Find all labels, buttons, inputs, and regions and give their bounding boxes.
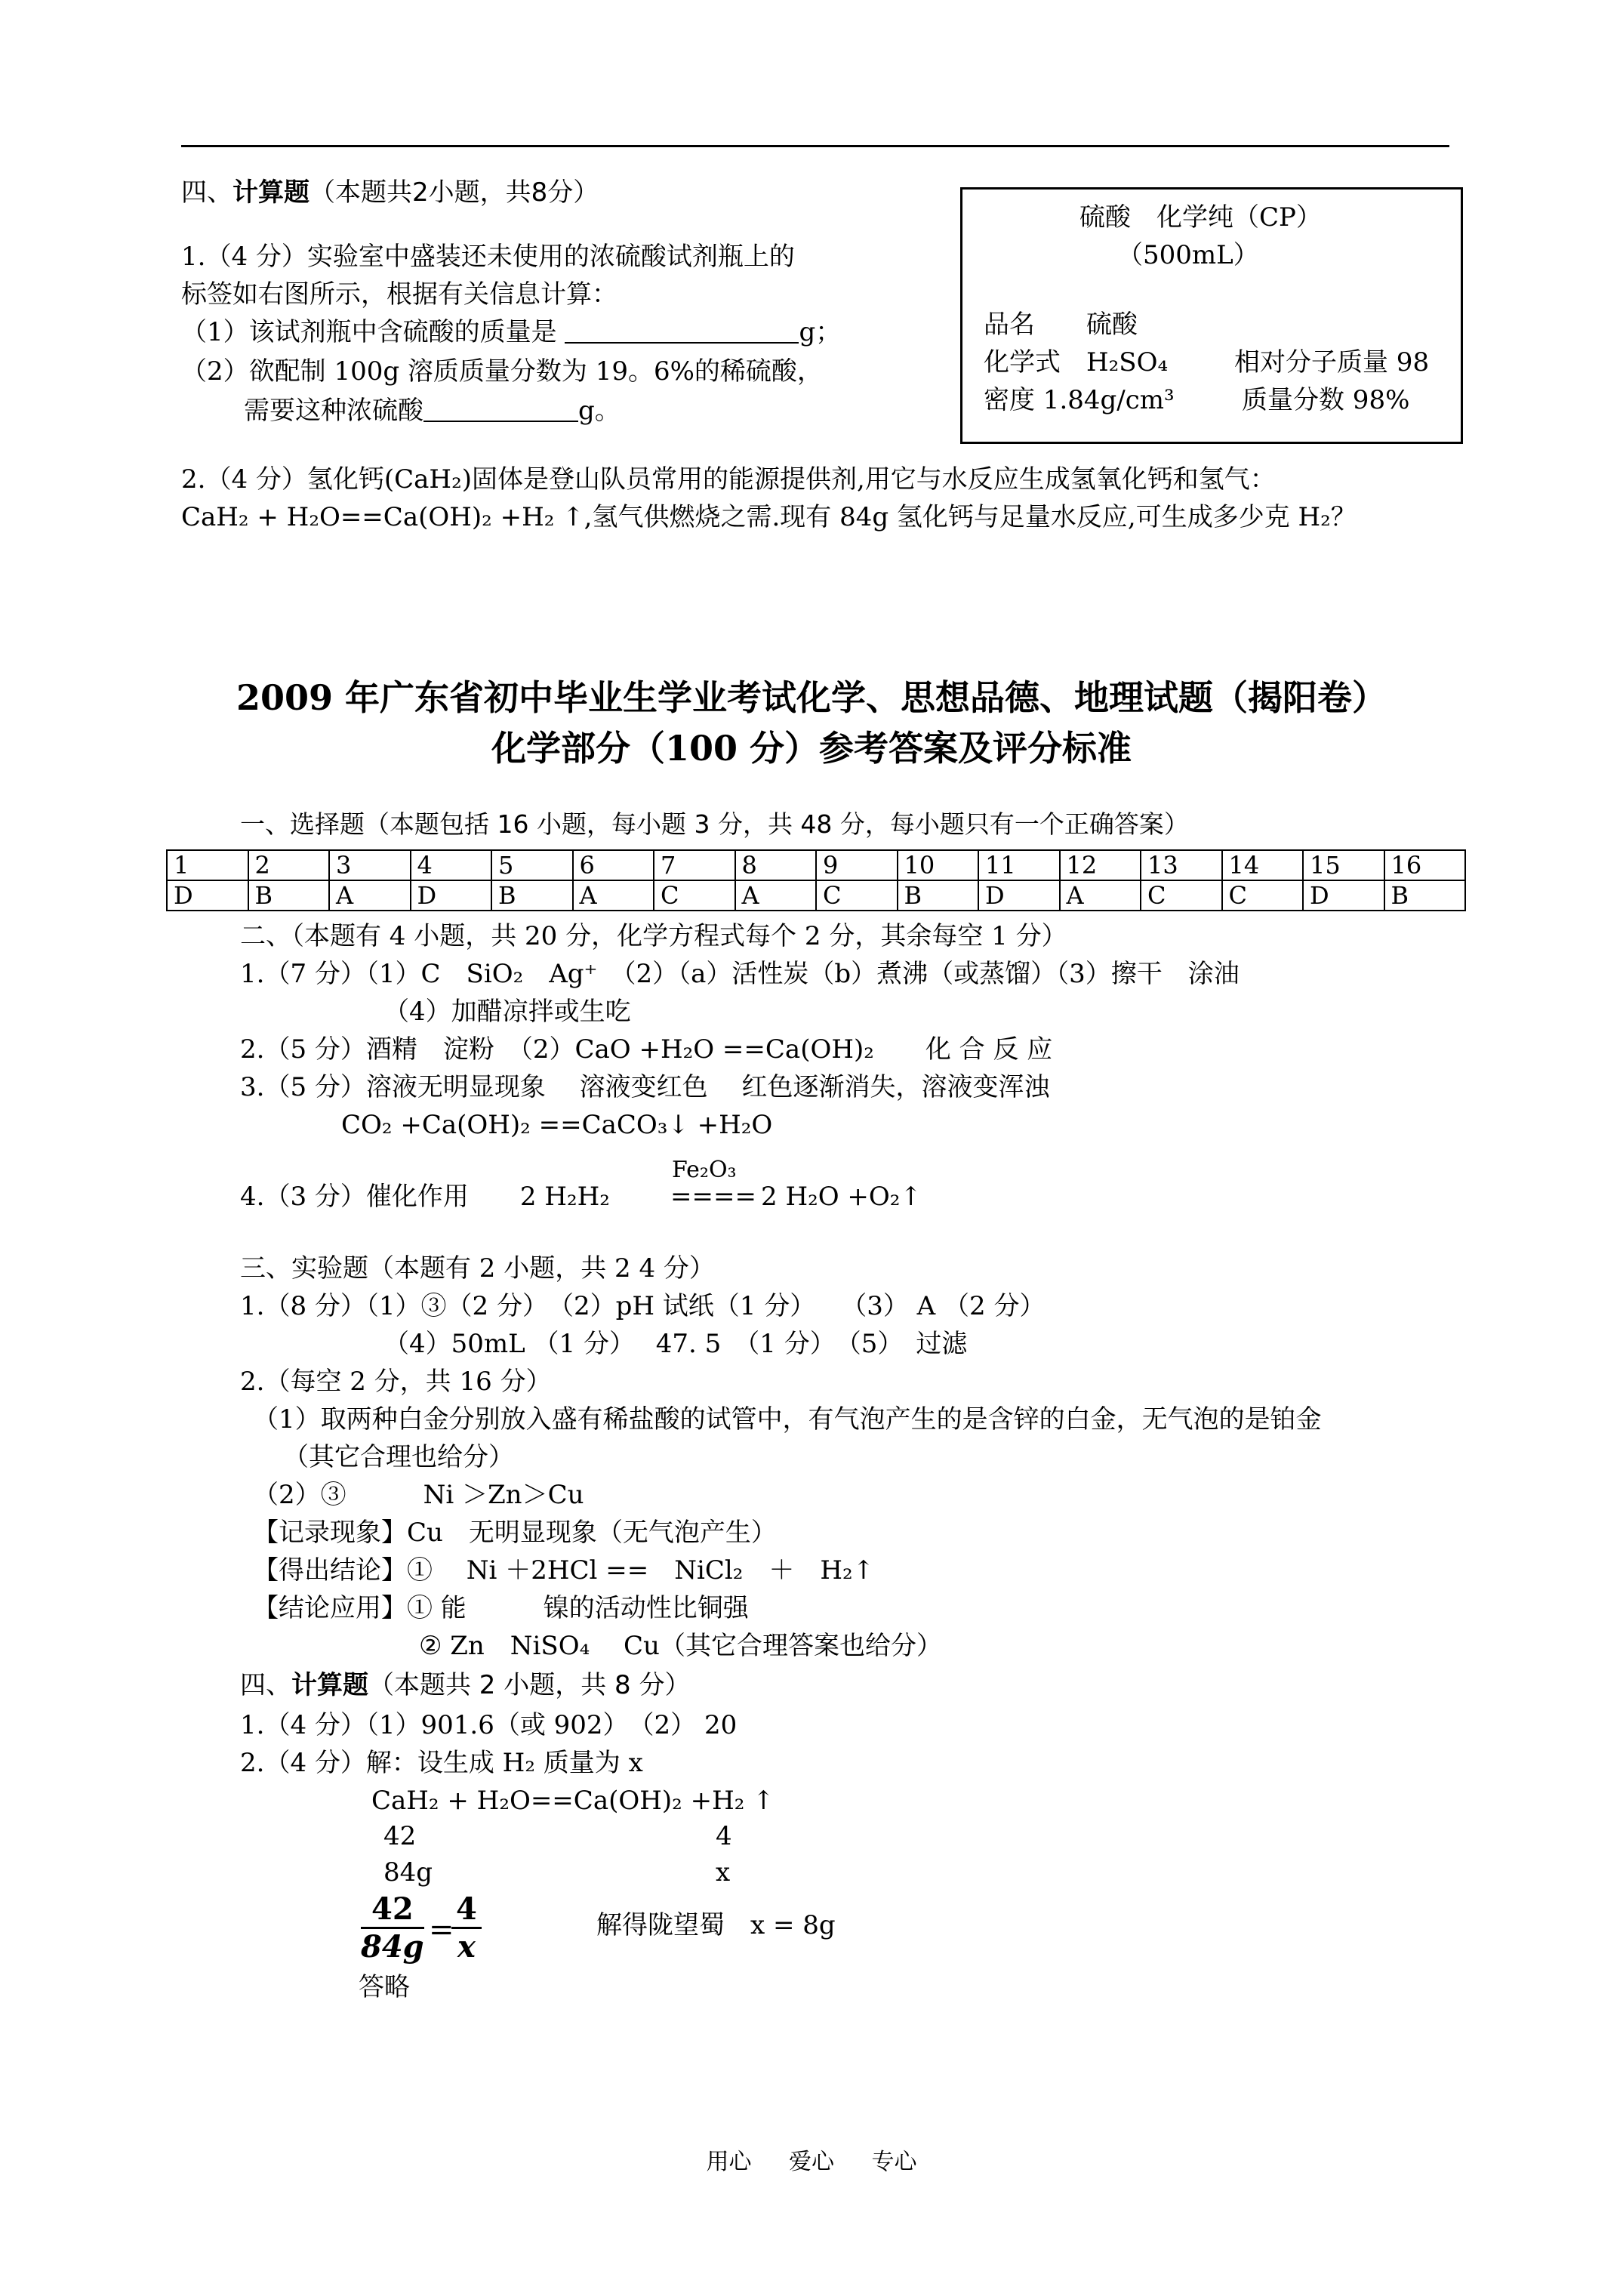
answer-choice-cell: B: [898, 880, 979, 911]
s2-answer3-line1: 3.（5 分）溶液无明显现象 溶液变红色 红色逐渐消失，溶液变浑浊: [240, 1072, 1050, 1102]
answer-number-cell: 1: [167, 850, 248, 880]
s2-answer3-equation: CO₂ +Ca(OH)₂ ==CaCO₃↓ +H₂O: [341, 1110, 773, 1140]
label-density: 密度 1.84g/cm³: [984, 385, 1175, 415]
label-line2: （500mL）: [1117, 240, 1259, 270]
s3-application: 【结论应用】① 能 镍的活动性比铜强: [253, 1593, 749, 1623]
answer-number-cell: 2: [248, 850, 330, 880]
answer-number-cell: 12: [1060, 850, 1141, 880]
answer-number-cell: 7: [654, 850, 735, 880]
fraction-2: [451, 1891, 482, 1965]
q1-sub3: [244, 396, 621, 427]
s3-answer2-head: 2.（每空 2 分，共 16 分）: [240, 1367, 552, 1397]
answer-number-cell: 14: [1222, 850, 1304, 880]
answer-choice-cell: C: [816, 880, 898, 911]
s3-answer1-line1: 1.（8 分）（1）③（2 分） （2）pH 试纸（1 分） （3） A （2 分）: [240, 1291, 1046, 1321]
answer-number-cell: 5: [491, 850, 573, 880]
answer-number-cell: 6: [573, 850, 654, 880]
fraction-1: [361, 1891, 424, 1965]
s3-record: 【记录现象】Cu 无明显现象（无气泡产生）: [253, 1518, 777, 1548]
answer-table-numbers: [167, 850, 1465, 880]
q1-sub1: [181, 317, 841, 348]
q1-sub1-unit: g；: [799, 317, 842, 347]
label-fraction: 质量分数 98%: [1242, 385, 1410, 415]
s4-answer2: 2.（4 分）解：设生成 H₂ 质量为 x: [240, 1748, 643, 1778]
section4-heading: [240, 1670, 691, 1701]
s4-solve: 解得陇望蜀 x = 8g: [596, 1910, 836, 1940]
answer-choice-cell: D: [1303, 880, 1384, 911]
answer-choice-cell: A: [735, 880, 817, 911]
answer-number-cell: 8: [735, 850, 817, 880]
answer-choice-cell: C: [1141, 880, 1222, 911]
answer-choice-cell: A: [573, 880, 654, 911]
label-line1: 硫酸 化学纯（CP）: [1079, 202, 1322, 233]
answer-number-cell: 16: [1384, 850, 1466, 880]
fraction-2-denominator: x: [457, 1929, 476, 1965]
s4-heading-note: （本题共 2 小题，共 8 分）: [368, 1670, 691, 1700]
answer-choice-cell: C: [654, 880, 735, 911]
q1-line2: 标签如右图所示，根据有关信息计算：: [181, 279, 617, 310]
fraction-equals: =: [429, 1912, 454, 1947]
s3-conclusion: 【得出结论】① Ni ＋2HCl == NiCl₂ ＋ H₂↑: [253, 1555, 875, 1586]
s3-answer1-line2: （4）50mL （1 分） 47. 5 （1 分） （5） 过滤: [383, 1329, 968, 1359]
answer-title-line2: 化学部分（100 分）参考答案及评分标准: [491, 728, 1132, 769]
s2-answer4-right: 2 H₂O +O₂↑: [761, 1182, 922, 1212]
page-footer: 用心 爱心 专心: [706, 2149, 917, 2175]
s3-answer2-line2: （其它合理也给分）: [283, 1442, 514, 1472]
answer-number-cell: 3: [329, 850, 411, 880]
s2-answer1-line1: 1.（7 分）（1）C SiO₂ Ag⁺ （2）（a）活性炭（b）煮沸（或蒸馏）（3）擦干 涂油: [240, 959, 1240, 989]
answer-number-cell: 13: [1141, 850, 1222, 880]
q1-sub3-text: 需要这种浓硫酸: [244, 396, 423, 426]
q2-line2: CaH₂ + H₂O==Ca(OH)₂ +H₂ ↑,氢气供燃烧之需.现有 84g 氢化钙与足量水反应,可生成多少克 H₂？: [181, 502, 1357, 532]
answer-choice-cell: D: [978, 880, 1060, 911]
heading-main: 计算题: [233, 177, 310, 208]
s4-equation: CaH₂ + H₂O==Ca(OH)₂ +H₂ ↑: [371, 1786, 775, 1816]
answer-table-answers: [167, 880, 1465, 911]
answer-choice-cell: B: [1384, 880, 1466, 911]
q1-sub1-text: （1）该试剂瓶中含硫酸的质量是: [181, 317, 557, 347]
s4-answer1: 1.（4 分）（1）901.6（或 902） （2） 20: [240, 1710, 738, 1740]
answer-number-cell: 10: [898, 850, 979, 880]
section3-heading: 三、实验题（本题有 2 小题，共 2 4 分）: [240, 1253, 715, 1284]
fraction-1-numerator: 42: [361, 1891, 424, 1929]
fraction-2-numerator: 4: [451, 1891, 482, 1929]
answer-table: [166, 849, 1466, 911]
s2-answer1-line2: （4）加醋凉拌或生吃: [383, 997, 631, 1027]
s4-end: 答略: [359, 1972, 410, 2002]
label-molar-mass: 相对分子质量 98: [1234, 347, 1430, 378]
header-rule: [181, 145, 1449, 147]
answer-choice-cell: B: [491, 880, 573, 911]
q1-sub2: （2）欲配制 100g 溶质质量分数为 19。6%的稀硫酸，: [181, 356, 823, 387]
section1-heading: 一、选择题（本题包括 16 小题，每小题 3 分，共 48 分，每小题只有一个正确答案）: [240, 809, 1189, 839]
s4-mass-2: 4: [716, 1821, 732, 1851]
answer-choice-cell: D: [167, 880, 248, 911]
s3-application-2: ② Zn NiSO₄ Cu（其它合理答案也给分）: [419, 1631, 942, 1661]
s3-answer2-line3: （2）③ Ni ＞Zn＞Cu: [253, 1480, 584, 1510]
answer-choice-cell: D: [411, 880, 492, 911]
s2-answer2: 2.（5 分）酒精 淀粉 （2）CaO +H₂O ==Ca(OH)₂ 化 合 反 应: [240, 1034, 1053, 1065]
s2-answer4-left: 4.（3 分）催化作用 2 H₂H₂: [240, 1182, 610, 1212]
s4-given-2: x: [716, 1857, 731, 1888]
answer-choice-cell: C: [1222, 880, 1304, 911]
s4-heading-main: 计算题: [291, 1670, 368, 1700]
answer-blank-1[interactable]: [565, 319, 799, 344]
section-heading: [181, 177, 599, 208]
answer-choice-cell: A: [1060, 880, 1141, 911]
answer-number-cell: 15: [1303, 850, 1384, 880]
s2-catalyst: Fe₂O₃: [672, 1157, 737, 1183]
answer-number-cell: 9: [816, 850, 898, 880]
s3-answer2-line1: （1）取两种白金分别放入盛有稀盐酸的试管中，有气泡产生的是含锌的白金，无气泡的是铂金: [253, 1404, 1322, 1435]
answer-choice-cell: B: [248, 880, 330, 911]
label-formula: 化学式 H₂SO₄: [984, 347, 1169, 378]
s2-answer4-arrow: ====: [670, 1182, 756, 1212]
s4-given-1: 84g: [383, 1857, 433, 1888]
answer-blank-2[interactable]: [423, 398, 578, 422]
s4-heading-number: 四、: [240, 1670, 291, 1700]
q2-line1: 2.（4 分）氢化钙(CaH₂)固体是登山队员常用的能源提供剂,用它与水反应生成氢氧化钙和氢气：: [181, 464, 1276, 495]
label-name: 品名 硫酸: [984, 310, 1138, 340]
answer-number-cell: 11: [978, 850, 1060, 880]
heading-note: （本题共2小题，共8分）: [310, 177, 599, 208]
answer-choice-cell: A: [329, 880, 411, 911]
q1-sub3-unit: g。: [578, 396, 621, 426]
q1-line1: 1.（4 分）实验室中盛装还未使用的浓硫酸试剂瓶上的: [181, 242, 795, 272]
answer-number-cell: 4: [411, 850, 492, 880]
s4-mass-1: 42: [383, 1821, 417, 1851]
fraction-1-denominator: 84g: [361, 1929, 424, 1965]
heading-number: 四、: [181, 177, 233, 208]
answer-title-line1: 2009 年广东省初中毕业生学业考试化学、思想品德、地理试题（揭阳卷）: [236, 677, 1387, 718]
section2-heading: 二、（本题有 4 小题，共 20 分，化学方程式每个 2 分，其余每空 1 分）: [240, 921, 1067, 951]
